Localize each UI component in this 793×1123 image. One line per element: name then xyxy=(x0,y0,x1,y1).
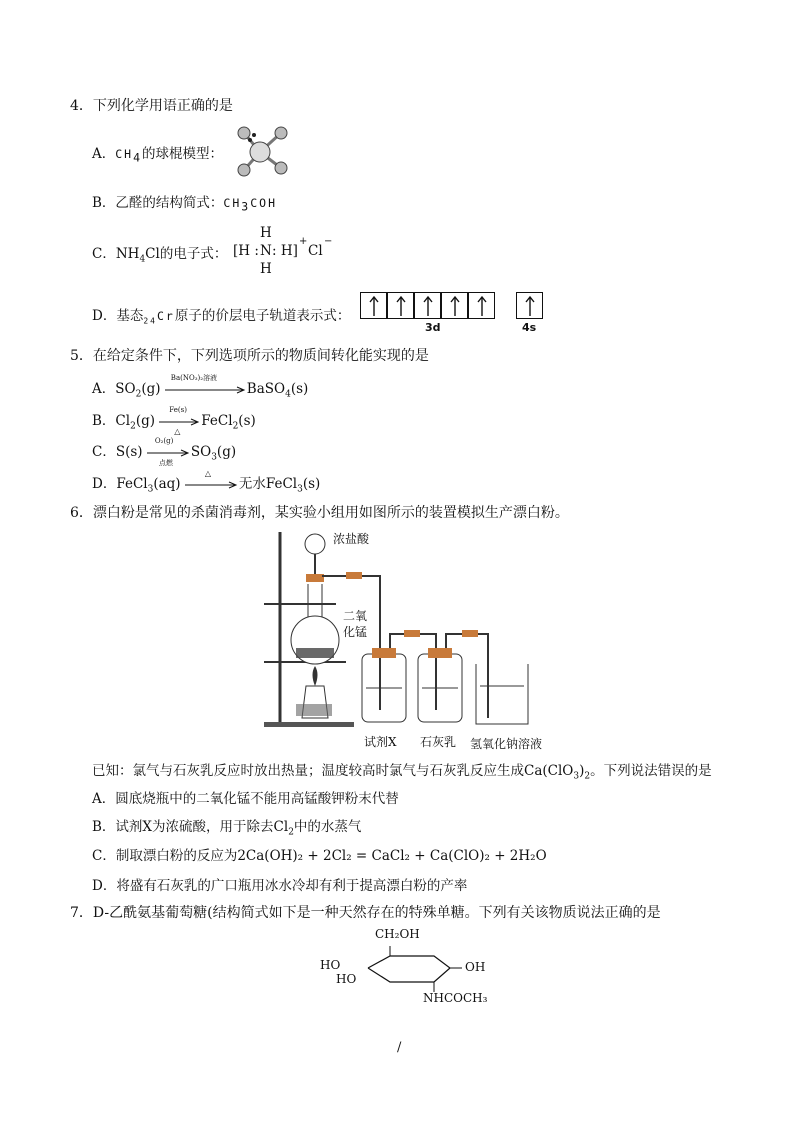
group-ho-bottom: HO xyxy=(336,972,357,986)
orbital-box xyxy=(516,292,543,319)
orbital-box xyxy=(360,292,387,319)
orbital-box xyxy=(414,292,441,319)
label-mno2-line1: 二氧 xyxy=(343,609,368,623)
q5-stem: 5．在给定条件下，下列选项所示的物质间转化能实现的是 xyxy=(70,348,429,364)
q4-option-c: C．$NH_4Cl$的电子式： xyxy=(92,246,228,265)
q6-option-b: B．试剂X为浓硫酸，用于除去$Cl_2$中的水蒸气 xyxy=(92,819,362,838)
q4-option-d: D．基态$_{24}$Cr原子的价层电子轨道表示式： xyxy=(92,308,351,326)
q6-known: 已知：氯气与石灰乳反应时放出热量；温度较高时氯气与石灰乳反应生成$Ca(ClO_3)_2$。下列说法错误的是 xyxy=(92,763,712,782)
q7-stem: 7．D-乙酰氨基葡萄糖(结构简式如下是一种天然存在的特殊单糖。下列有关该物质说法正确的是 xyxy=(70,905,661,921)
label-conc-hcl: 浓盐酸 xyxy=(333,532,370,546)
reaction-arrow: Fe(s) △ xyxy=(159,415,201,429)
group-ho-top: HO xyxy=(320,958,341,972)
q4-option-a: A．$CH_4$的球棍模型： xyxy=(92,146,224,165)
q4-option-b: B．乙醛的结构简式：$CH_3COH$ xyxy=(92,195,277,214)
page-mark: / xyxy=(397,1040,402,1055)
q5-option-b: B．$Cl_2(g)$ Fe(s) △ FeCl$_2$(s) xyxy=(92,405,256,436)
group-nhcoch3: NHCOCH₃ xyxy=(423,991,488,1005)
label-naoh: 氢氧化钠溶液 xyxy=(470,737,543,751)
label-lime-milk: 石灰乳 xyxy=(420,735,457,749)
orbital-box xyxy=(387,292,414,319)
orbital-label-4s: 4s xyxy=(522,321,537,334)
group-ch2oh: CH₂OH xyxy=(375,927,420,941)
q5-option-c: C．S(s) O₂(g) 点燃 $SO_3(g)$ xyxy=(92,436,237,467)
reaction-arrow: O₂(g) 点燃 xyxy=(147,446,191,460)
reaction-arrow: Ba(NO₃)₂溶液 xyxy=(165,383,247,397)
q6-option-a: A．圆底烧瓶中的二氧化锰不能用高锰酸钾粉末代替 xyxy=(92,791,399,807)
q6-option-c: C．制取漂白粉的反应为2Ca(OH)₂ + 2Cl₂ = CaCl₂ + Ca(ClO)₂ + 2H₂O xyxy=(92,848,547,864)
lab-apparatus-figure xyxy=(258,528,560,754)
q6-option-d: D．将盛有石灰乳的广口瓶用冰水冷却有利于提高漂白粉的产率 xyxy=(92,878,468,894)
orbital-box xyxy=(468,292,495,319)
group-oh-right: OH xyxy=(465,960,486,974)
label-mno2-line2: 化锰 xyxy=(343,625,368,639)
orbital-box xyxy=(441,292,468,319)
ball-stick-model-figure xyxy=(228,122,298,180)
q5-option-a: A．$SO_2(g)$ Ba(NO₃)₂溶液 BaSO$_4$(s) xyxy=(92,373,309,400)
orbital-label-3d: 3d xyxy=(425,321,441,334)
label-reagent-x: 试剂X xyxy=(364,735,397,749)
q5-option-d: D．FeCl$_3$(aq) △ 无水FeCl$_3$(s) xyxy=(92,468,321,495)
q4-stem: 4．下列化学用语正确的是 xyxy=(70,98,233,114)
reaction-arrow: △ xyxy=(185,478,239,492)
q6-stem: 6．漂白粉是常见的杀菌消毒剂，某实验小组用如图所示的装置模拟生产漂白粉。 xyxy=(70,505,569,521)
